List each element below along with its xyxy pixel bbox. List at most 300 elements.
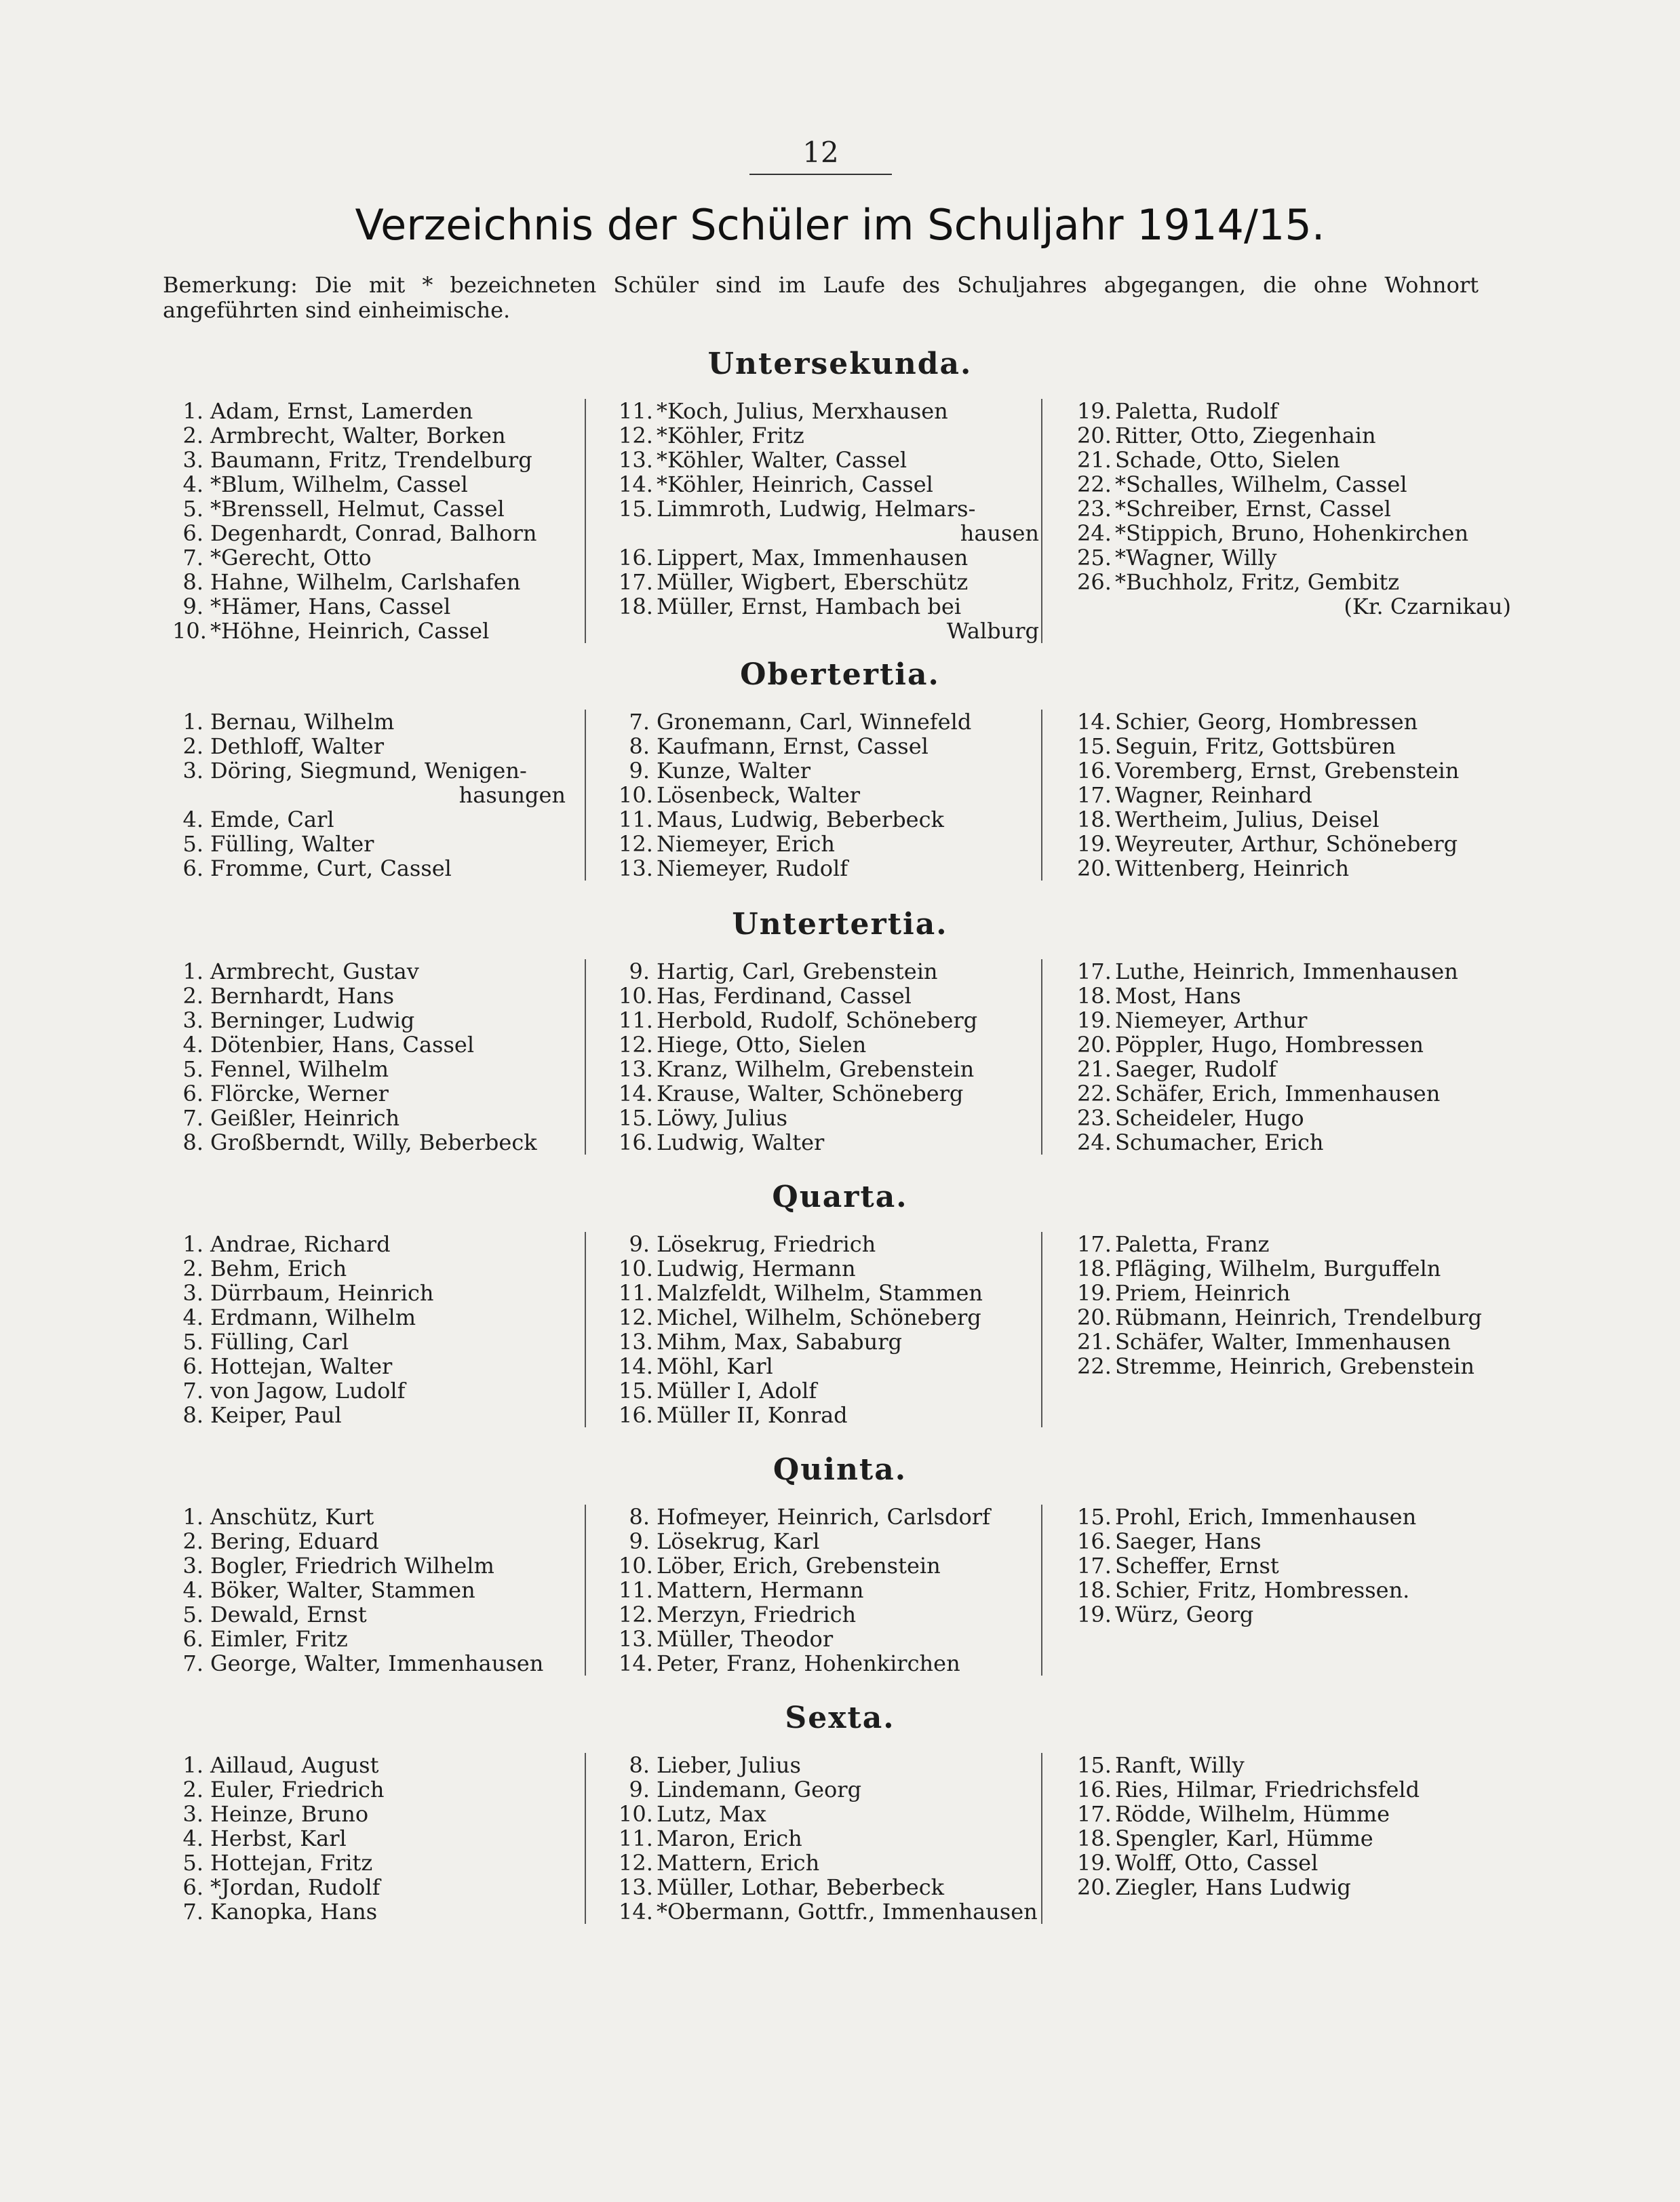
entry-number: 3. [182, 1801, 203, 1827]
student-name: Baumann, Fritz, Trendelburg [210, 447, 532, 473]
entry-number: 4. [182, 1577, 203, 1603]
entry-number: 15. [1077, 733, 1112, 759]
student-column-2 [619, 1505, 1039, 1676]
column-divider [585, 1505, 586, 1676]
entry-number: 10. [619, 782, 653, 808]
entry-number: 8. [629, 1504, 650, 1530]
entry-number: 4. [182, 1305, 203, 1330]
entry-number: 8. [182, 1402, 203, 1428]
student-name: *Köhler, Walter, Cassel [657, 447, 907, 473]
student-name: Hottejan, Fritz [210, 1850, 373, 1876]
entry-number: 10. [619, 1801, 653, 1827]
student-entry [619, 1403, 1039, 1427]
student-column-3 [1077, 1505, 1511, 1627]
entry-number: 20. [1077, 1874, 1112, 1900]
entry-number: 15. [1077, 1752, 1112, 1778]
student-entry [1077, 423, 1511, 448]
student-entry [619, 1802, 1039, 1826]
entry-number: 12. [619, 1032, 653, 1058]
student-entry [172, 448, 566, 472]
student-name: Prohl, Erich, Immenhausen [1115, 1504, 1417, 1530]
entry-number: 20. [1077, 1032, 1112, 1058]
entry-number: 12. [619, 1602, 653, 1627]
student-entry [619, 423, 1039, 448]
column-divider [585, 710, 586, 881]
student-entry [619, 1130, 1039, 1155]
column-divider [585, 1753, 586, 1924]
student-name: Schier, Georg, Hombressen [1115, 709, 1418, 735]
entry-number: 24. [1077, 1129, 1112, 1155]
student-name: Müller II, Konrad [657, 1402, 848, 1428]
entry-number: 25. [1077, 545, 1112, 571]
student-entry [1077, 1529, 1511, 1553]
student-entry [172, 1057, 566, 1081]
entry-number: 17. [1077, 1553, 1112, 1579]
student-name: Ziegler, Hans Ludwig [1115, 1874, 1351, 1900]
entry-number: 19. [1077, 398, 1112, 424]
student-name: Saeger, Rudolf [1115, 1056, 1277, 1082]
student-entry [1077, 1330, 1511, 1354]
entry-number: 26. [1077, 569, 1112, 595]
student-name: *Gerecht, Otto [210, 545, 372, 571]
student-entry [172, 807, 566, 832]
entry-number: 2. [182, 1777, 203, 1802]
student-entry [172, 959, 566, 984]
student-name: Armbrecht, Walter, Borken [210, 423, 506, 448]
student-entry [619, 1505, 1039, 1529]
entry-number: 14. [619, 471, 653, 497]
student-name: Luthe, Heinrich, Immenhausen [1115, 959, 1458, 984]
student-name: Dürrbaum, Heinrich [210, 1280, 434, 1306]
student-entry [172, 497, 566, 521]
student-name: Has, Ferdinand, Cassel [657, 983, 912, 1009]
column-divider [1041, 959, 1042, 1155]
student-entry [619, 1081, 1039, 1106]
entry-number: 8. [629, 1752, 650, 1778]
student-name: Wolff, Otto, Cassel [1115, 1850, 1318, 1876]
entry-number: 4. [182, 1032, 203, 1058]
student-entry [1077, 710, 1511, 734]
student-entry [172, 1106, 566, 1130]
entry-number: 13. [619, 447, 653, 473]
student-entry [619, 1875, 1039, 1899]
student-name: Behm, Erich [210, 1256, 347, 1281]
student-column-1 [172, 1753, 566, 1924]
page-number-rule [749, 174, 892, 175]
student-entry [1077, 1553, 1511, 1578]
entry-number: 16. [619, 545, 653, 571]
entry-number: 5. [182, 1850, 203, 1876]
student-name: Ritter, Otto, Ziegenhain [1115, 423, 1376, 448]
student-name: Schäfer, Erich, Immenhausen [1115, 1081, 1441, 1106]
entry-number: 10. [619, 983, 653, 1009]
entry-continuation: (Kr. Czarnikau) [1344, 594, 1511, 619]
student-name: Lutz, Max [657, 1801, 766, 1827]
entry-number: 1. [182, 1504, 203, 1530]
entry-number: 21. [1077, 1329, 1112, 1355]
student-name: *Stippich, Bruno, Hohenkirchen [1115, 520, 1469, 546]
student-name: Schade, Otto, Sielen [1115, 447, 1340, 473]
column-divider [585, 399, 586, 643]
entry-number: 5. [182, 1056, 203, 1082]
entry-number: 3. [182, 1007, 203, 1033]
student-entry [619, 497, 1039, 521]
student-name: Ludwig, Walter [657, 1129, 825, 1155]
student-name: Hottejan, Walter [210, 1353, 393, 1379]
student-name: Kranz, Wilhelm, Grebenstein [657, 1056, 975, 1082]
student-name: Gronemann, Carl, Winnefeld [657, 709, 972, 735]
column-divider [1041, 1753, 1042, 1924]
student-entry [172, 1826, 566, 1851]
student-entry [619, 1354, 1039, 1378]
entry-number: 20. [1077, 1305, 1112, 1330]
student-name: Müller, Theodor [657, 1626, 834, 1652]
student-entry [172, 1256, 566, 1281]
student-name: Wagner, Reinhard [1115, 782, 1312, 808]
entry-number: 19. [1077, 1007, 1112, 1033]
student-entry [1077, 448, 1511, 472]
entry-number: 23. [1077, 496, 1112, 522]
section-title: Quarta. [772, 1180, 908, 1214]
entry-number: 12. [619, 1850, 653, 1876]
student-name: Michel, Wilhelm, Schöneberg [657, 1305, 981, 1330]
student-entry [172, 1130, 566, 1155]
student-entry [1077, 1281, 1511, 1305]
student-name: Löwy, Julius [657, 1105, 788, 1131]
student-entry [172, 1627, 566, 1651]
student-entry [619, 1851, 1039, 1875]
entry-number: 14. [619, 1081, 653, 1106]
student-name: Lösenbeck, Walter [657, 782, 861, 808]
student-name: Scheideler, Hugo [1115, 1105, 1304, 1131]
entry-number: 4. [182, 1826, 203, 1851]
student-entry [172, 1602, 566, 1627]
entry-number: 3. [182, 1280, 203, 1306]
student-entry [172, 984, 566, 1008]
page-title: Verzeichnis der Schüler im Schuljahr 1914/15. [355, 200, 1325, 250]
student-entry [172, 1899, 566, 1924]
remark-text: : Die mit * bezeichneten Schüler sind im Laufe des Schuljahres abgegangen, die ohne Wohnort angeführten sind einheimische. [163, 272, 1479, 323]
entry-number: 9. [629, 1528, 650, 1554]
entry-number: 7. [182, 1650, 203, 1676]
entry-number: 1. [182, 398, 203, 424]
student-name: Hahne, Wilhelm, Carlshafen [210, 569, 521, 595]
student-entry [1077, 1232, 1511, 1256]
entry-number: 1. [182, 1231, 203, 1257]
student-name: Mihm, Max, Sababurg [657, 1329, 902, 1355]
student-entry [172, 545, 566, 570]
student-column-3 [1077, 1753, 1511, 1899]
entry-continuation: hasungen [458, 782, 566, 808]
student-entry [1077, 1256, 1511, 1281]
student-entry [172, 1032, 566, 1057]
student-name: Würz, Georg [1115, 1602, 1254, 1627]
student-name: Schäfer, Walter, Immenhausen [1115, 1329, 1451, 1355]
student-name: Wertheim, Julius, Deisel [1115, 807, 1380, 832]
student-name: Ludwig, Hermann [657, 1256, 856, 1281]
student-name: *Buchholz, Fritz, Gembitz [1115, 569, 1400, 595]
student-entry [1077, 1057, 1511, 1081]
student-column-1 [172, 399, 566, 643]
column-divider [1041, 710, 1042, 881]
student-name: Niemeyer, Erich [657, 831, 836, 857]
student-entry [1077, 472, 1511, 497]
student-entry [1077, 856, 1511, 881]
student-name: Fennel, Wilhelm [210, 1056, 389, 1082]
entry-number: 14. [619, 1650, 653, 1676]
student-name: Berninger, Ludwig [210, 1007, 415, 1033]
student-name: Rödde, Wilhelm, Hümme [1115, 1801, 1390, 1827]
entry-number: 3. [182, 447, 203, 473]
student-name: Anschütz, Kurt [210, 1504, 374, 1530]
student-entry [172, 1851, 566, 1875]
student-entry [172, 1403, 566, 1427]
student-entry [619, 1826, 1039, 1851]
student-name: Bering, Eduard [210, 1528, 379, 1554]
entry-number: 17. [619, 569, 653, 595]
student-name: Kunze, Walter [657, 758, 811, 784]
entry-number: 13. [619, 855, 653, 881]
student-name: Herbst, Karl [210, 1826, 347, 1851]
entry-number: 23. [1077, 1105, 1112, 1131]
student-name: Müller, Wigbert, Eberschütz [657, 569, 969, 595]
entry-number: 11. [619, 1007, 653, 1033]
section-title: Quinta. [773, 1452, 907, 1487]
entry-number: 2. [182, 983, 203, 1009]
section-title: Sexta. [785, 1701, 895, 1735]
student-entry [619, 1305, 1039, 1330]
student-entry [619, 399, 1039, 423]
student-name: Mattern, Erich [657, 1850, 820, 1876]
student-name: Keiper, Paul [210, 1402, 342, 1428]
student-name: *Wagner, Willy [1115, 545, 1277, 571]
student-entry [172, 1081, 566, 1106]
student-name: Stremme, Heinrich, Grebenstein [1115, 1353, 1474, 1379]
student-entry [1077, 570, 1511, 594]
student-entry [619, 734, 1039, 758]
student-entry [619, 448, 1039, 472]
student-entry [172, 1651, 566, 1676]
student-name: Andrae, Richard [210, 1231, 391, 1257]
remark-label: Bemerkung [163, 272, 291, 298]
student-entry [619, 783, 1039, 807]
student-entry [1077, 783, 1511, 807]
entry-number: 6. [182, 1626, 203, 1652]
column-divider [1041, 399, 1042, 643]
student-entry [619, 594, 1039, 619]
entry-number: 6. [182, 1874, 203, 1900]
entry-number: 10. [172, 618, 207, 644]
student-name: Maus, Ludwig, Beberbeck [657, 807, 944, 832]
entry-number: 13. [619, 1056, 653, 1082]
student-entry [172, 1553, 566, 1578]
entry-number: 18. [1077, 1826, 1112, 1851]
student-entry [1077, 758, 1511, 783]
entry-number: 19. [1077, 1850, 1112, 1876]
entry-number: 17. [1077, 1231, 1112, 1257]
entry-number: 16. [619, 1129, 653, 1155]
student-entry [1077, 521, 1511, 545]
entry-number: 3. [182, 758, 203, 784]
student-entry [172, 1232, 566, 1256]
student-entry [172, 734, 566, 758]
student-name: Müller I, Adolf [657, 1378, 817, 1404]
student-name: Krause, Walter, Schöneberg [657, 1081, 964, 1106]
student-name: von Jagow, Ludolf [210, 1378, 406, 1404]
entry-number: 13. [619, 1874, 653, 1900]
student-name: Dewald, Ernst [210, 1602, 367, 1627]
student-entry [1077, 1032, 1511, 1057]
entry-number: 19. [1077, 831, 1112, 857]
student-column-3 [1077, 959, 1511, 1155]
student-name: Dötenbier, Hans, Cassel [210, 1032, 475, 1058]
entry-number: 7. [182, 1105, 203, 1131]
student-name: *Hämer, Hans, Cassel [210, 594, 451, 619]
section-title: Untertertia. [732, 907, 948, 942]
student-entry [619, 570, 1039, 594]
student-entry [172, 1578, 566, 1602]
student-name: Erdmann, Wilhelm [210, 1305, 416, 1330]
entry-number: 13. [619, 1329, 653, 1355]
student-name: *Obermann, Gottfr., Immenhausen [657, 1899, 1038, 1925]
student-entry [619, 1256, 1039, 1281]
entry-number: 5. [182, 496, 203, 522]
student-entry [1077, 399, 1511, 423]
student-entry [1077, 1753, 1511, 1777]
student-name: Möhl, Karl [657, 1353, 773, 1379]
entry-number: 19. [1077, 1280, 1112, 1306]
student-column-1 [172, 1232, 566, 1427]
entry-number: 6. [182, 1081, 203, 1106]
student-entry [172, 570, 566, 594]
student-entry [619, 984, 1039, 1008]
student-entry [172, 856, 566, 881]
student-column-2 [619, 959, 1039, 1155]
entry-number: 4. [182, 471, 203, 497]
student-entry [172, 832, 566, 856]
student-entry [1077, 734, 1511, 758]
student-name: Kaufmann, Ernst, Cassel [657, 733, 929, 759]
student-name: *Höhne, Heinrich, Cassel [210, 618, 490, 644]
student-entry [172, 1008, 566, 1032]
student-column-2 [619, 399, 1039, 643]
entry-number: 5. [182, 1329, 203, 1355]
student-entry [172, 1281, 566, 1305]
student-entry [1077, 1305, 1511, 1330]
entry-number: 9. [629, 1777, 650, 1802]
entry-number: 1. [182, 1752, 203, 1778]
entry-number: 10. [619, 1553, 653, 1579]
student-name: Lösekrug, Karl [657, 1528, 820, 1554]
column-divider [585, 959, 586, 1155]
entry-number: 20. [1077, 855, 1112, 881]
entry-number: 12. [619, 423, 653, 448]
entry-number: 11. [619, 1577, 653, 1603]
student-name: Hartig, Carl, Grebenstein [657, 959, 938, 984]
section-title: Untersekunda. [707, 347, 973, 381]
student-entry [1077, 959, 1511, 984]
entry-number: 13. [619, 1626, 653, 1652]
student-name: Rübmann, Heinrich, Trendelburg [1115, 1305, 1482, 1330]
student-column-3 [1077, 1232, 1511, 1378]
column-divider [585, 1232, 586, 1427]
student-name: Dethloff, Walter [210, 733, 385, 759]
student-name: Paletta, Franz [1115, 1231, 1270, 1257]
student-entry [619, 1753, 1039, 1777]
entry-number: 11. [619, 1280, 653, 1306]
student-entry [1077, 1008, 1511, 1032]
student-entry [1077, 1130, 1511, 1155]
student-name: Flörcke, Werner [210, 1081, 389, 1106]
student-name: Armbrecht, Gustav [210, 959, 419, 984]
student-entry [172, 1875, 566, 1899]
entry-continuation: hausen [960, 520, 1039, 546]
student-entry [619, 1232, 1039, 1256]
student-name: Schumacher, Erich [1115, 1129, 1324, 1155]
student-entry [172, 399, 566, 423]
entry-number: 20. [1077, 423, 1112, 448]
entry-number: 9. [629, 758, 650, 784]
entry-number: 6. [182, 520, 203, 546]
student-name: Eimler, Fritz [210, 1626, 348, 1652]
entry-number: 2. [182, 1256, 203, 1281]
page-number: 12 [802, 136, 839, 169]
student-name: Voremberg, Ernst, Grebenstein [1115, 758, 1460, 784]
student-entry [619, 1008, 1039, 1032]
student-entry [1077, 1505, 1511, 1529]
student-column-2 [619, 1753, 1039, 1924]
entry-number: 24. [1077, 520, 1112, 546]
student-column-2 [619, 1232, 1039, 1427]
student-entry [172, 758, 566, 783]
entry-number: 16. [1077, 1777, 1112, 1802]
entry-number: 16. [619, 1402, 653, 1428]
student-entry [1077, 1777, 1511, 1802]
student-name: Seguin, Fritz, Gottsbüren [1115, 733, 1396, 759]
student-entry [619, 758, 1039, 783]
entry-number: 7. [629, 709, 650, 735]
student-name: Adam, Ernst, Lamerden [210, 398, 473, 424]
column-divider [1041, 1505, 1042, 1676]
entry-number: 7. [182, 545, 203, 571]
student-entry [172, 1330, 566, 1354]
student-entry [172, 619, 566, 643]
student-name: *Jordan, Rudolf [210, 1874, 380, 1900]
remark-note [163, 273, 1479, 323]
student-name: Merzyn, Friedrich [657, 1602, 857, 1627]
entry-number: 16. [1077, 758, 1112, 784]
student-entry [619, 1032, 1039, 1057]
student-name: Schier, Fritz, Hombressen. [1115, 1577, 1410, 1603]
student-name: Fülling, Walter [210, 831, 374, 857]
entry-number: 14. [619, 1899, 653, 1925]
column-divider [1041, 1232, 1042, 1427]
entry-number: 5. [182, 1602, 203, 1627]
student-entry [172, 1354, 566, 1378]
student-name: Fülling, Carl [210, 1329, 349, 1355]
student-name: *Schreiber, Ernst, Cassel [1115, 496, 1391, 522]
student-column-2 [619, 710, 1039, 881]
student-name: Hiege, Otto, Sielen [657, 1032, 867, 1058]
student-entry [172, 1802, 566, 1826]
entry-number: 3. [182, 1553, 203, 1579]
student-entry [172, 710, 566, 734]
student-name: Pfläging, Wilhelm, Burguffeln [1115, 1256, 1441, 1281]
entry-number: 1. [182, 959, 203, 984]
student-column-3 [1077, 399, 1511, 619]
student-entry [619, 832, 1039, 856]
student-name: Böker, Walter, Stammen [210, 1577, 475, 1603]
